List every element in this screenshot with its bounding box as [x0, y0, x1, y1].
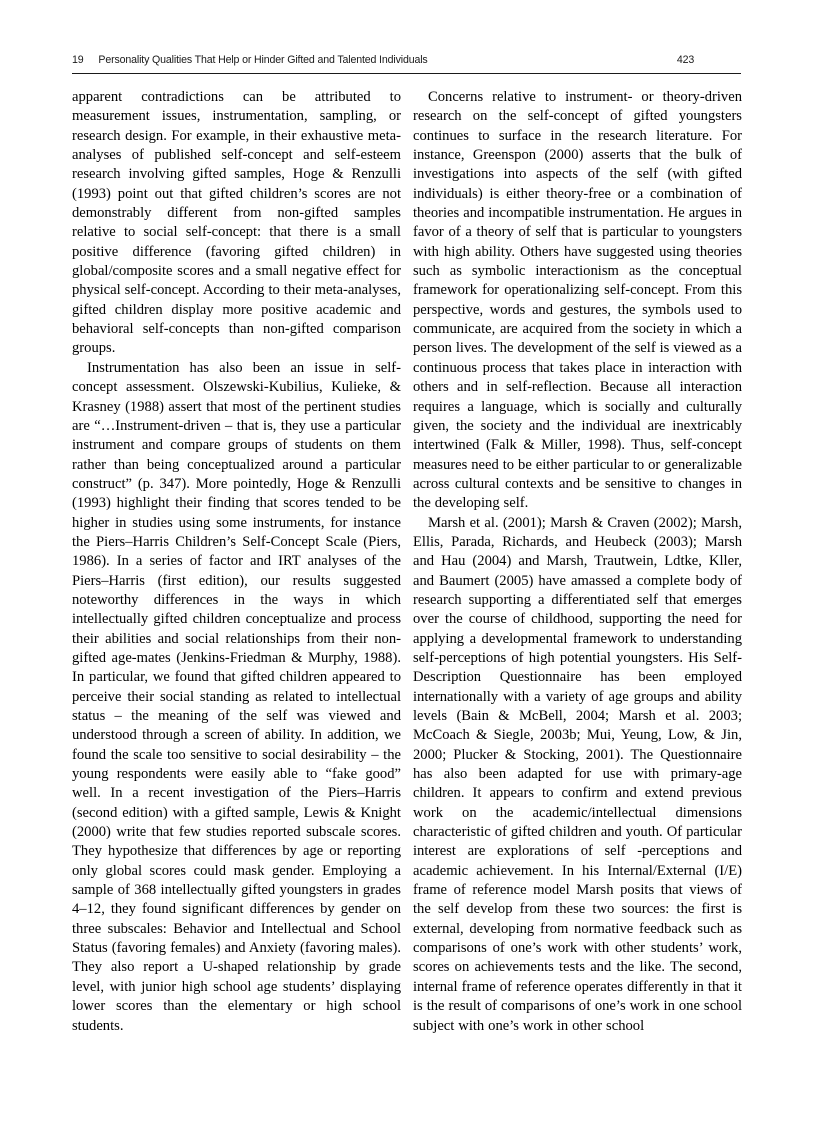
paragraph: Concerns relative to instrument- or theory-driven research on the self-concept of gifted youngsters continues to surface in the research literature. For instance, Greenspon (2000) asserts that the bulk of investigations into aspects of the self (with gifted individuals) is either theory-free or a combination of theories and incompatible instrumentation. He argues in favor of a theory of self that is particular to youngsters with high ability. Others have suggested using theories such as symbolic interactionism as the conceptual framework for operationalizing self-concept. From this perspective, words and gestures, the symbols used to communicate, are acquired from the society in which a person lives. The development of the self is viewed as a continuous process that takes place in interaction with others and in self-reflection. Because all interaction requires a language, which is socially and culturally given, the society and the individual are inextricably intertwined (Falk & Miller, 1998). Thus, self-concept measures need to be either particular to or generalizable across cultural contexts and be sensitive to changes in the developing self. [413, 89, 742, 512]
running-head [72, 54, 694, 66]
column-left [72, 88, 401, 1036]
running-head-title: Personality Qualities That Help or Hinder Gifted and Talented Individuals [98, 54, 428, 66]
paragraph: apparent contradictions can be attributed to measurement issues, instrumentation, sampling, or research design. For example, in their exhaustive meta-analyses of published self-concept and self-esteem research involving gifted samples, Hoge & Renzulli (1993) point out that gifted children’s scores are not demonstrably different from non-gifted samples relative to social self-concept: that there is a small positive difference (favoring gifted children) in global/composite scores and a small negative effect for physical self-concept. According to their meta-analyses, gifted children display more positive academic and behavioral self-concepts than non-gifted comparison groups. [72, 89, 401, 357]
page-number: 423 [676, 54, 695, 66]
column-right [413, 88, 742, 1036]
header-divider [72, 73, 741, 74]
paragraph: Marsh et al. (2001); Marsh & Craven (2002); Marsh, Ellis, Parada, Richards, and Heubeck (2003); Marsh and Hau (2004) and Marsh, Trautwein, Ldtke, Kller, and Baumert (2005) have amassed a complete body of research supporting a differentiated self that emerges over the course of childhood, supporting the need for applying a developmental framework to understanding self-perceptions of high potential youngsters. His Self-Description Questionnaire has been employed internationally with a variety of age groups and ability levels (Bain & McBell, 2004; Marsh et al. 2003; McCoach & Siegle, 2003b; Mui, Yeung, Low, & Jin, 2000; Plucker & Stocking, 2001). The Questionnaire has also been adapted for use with primary-age children. It appears to confirm and extend previous work on the academic/intellectual dimensions characteristic of gifted children and youth. Of particular interest are explorations of self -perceptions and academic achievement. In his Internal/External (I/E) frame of reference model Marsh posits that views of the self develop from these two sources: the first is external, developing from normative feedback such as comparisons of one’s work with other students’ work, scores on achievements tests and the like. The second, internal frame of reference operates differently in that it is the result of comparisons of one’s work in one school subject with one’s work in other school [413, 514, 742, 1034]
body-columns [72, 88, 742, 1036]
chapter-number: 19 [72, 54, 84, 66]
paragraph: Instrumentation has also been an issue in self-concept assessment. Olszewski-Kubilius, Kulieke, & Krasney (1988) assert that most of the pertinent studies are “…Instrument-driven – that is, they use a particular instrument and compare groups of students on them rather than being conceptualized around a particular construct” (p. 347). More pointedly, Hoge & Renzulli (1993) highlight their finding that scores tended to be higher in studies using some instruments, for instance the Piers–Harris Children’s Self-Concept Scale (Piers, 1986). In a series of factor and IRT analyses of the Piers–Harris (first edition), our results suggested noteworthy differences in the ways in which intellectually gifted children conceptualize and process their abilities and social relationships from their non-gifted age-mates (Jenkins-Friedman & Murphy, 1988). In particular, we found that gifted children appeared to perceive their social standing as related to intellectual status – the meaning of the self was viewed and understood through a screen of ability. In addition, we found the scale too sensitive to social desirability – the young respondents were easily able to “fake good” well. In a recent investigation of the Piers–Harris (second edition) with a gifted sample, Lewis & Knight (2000) write that few studies reported subscale scores. They hypothesize that differences by age or reporting only global scores could mask gender. Employing a sample of 368 intellectually gifted youngsters in grades 4–12, they found significant differences by gender on three subscales: Behavior and Intellectual and School Status (favoring females) and Anxiety (favoring males). They also report a U-shaped relationship by grade level, with junior high school age students’ displaying lower scores than the elementary or high school students. [72, 359, 401, 1034]
